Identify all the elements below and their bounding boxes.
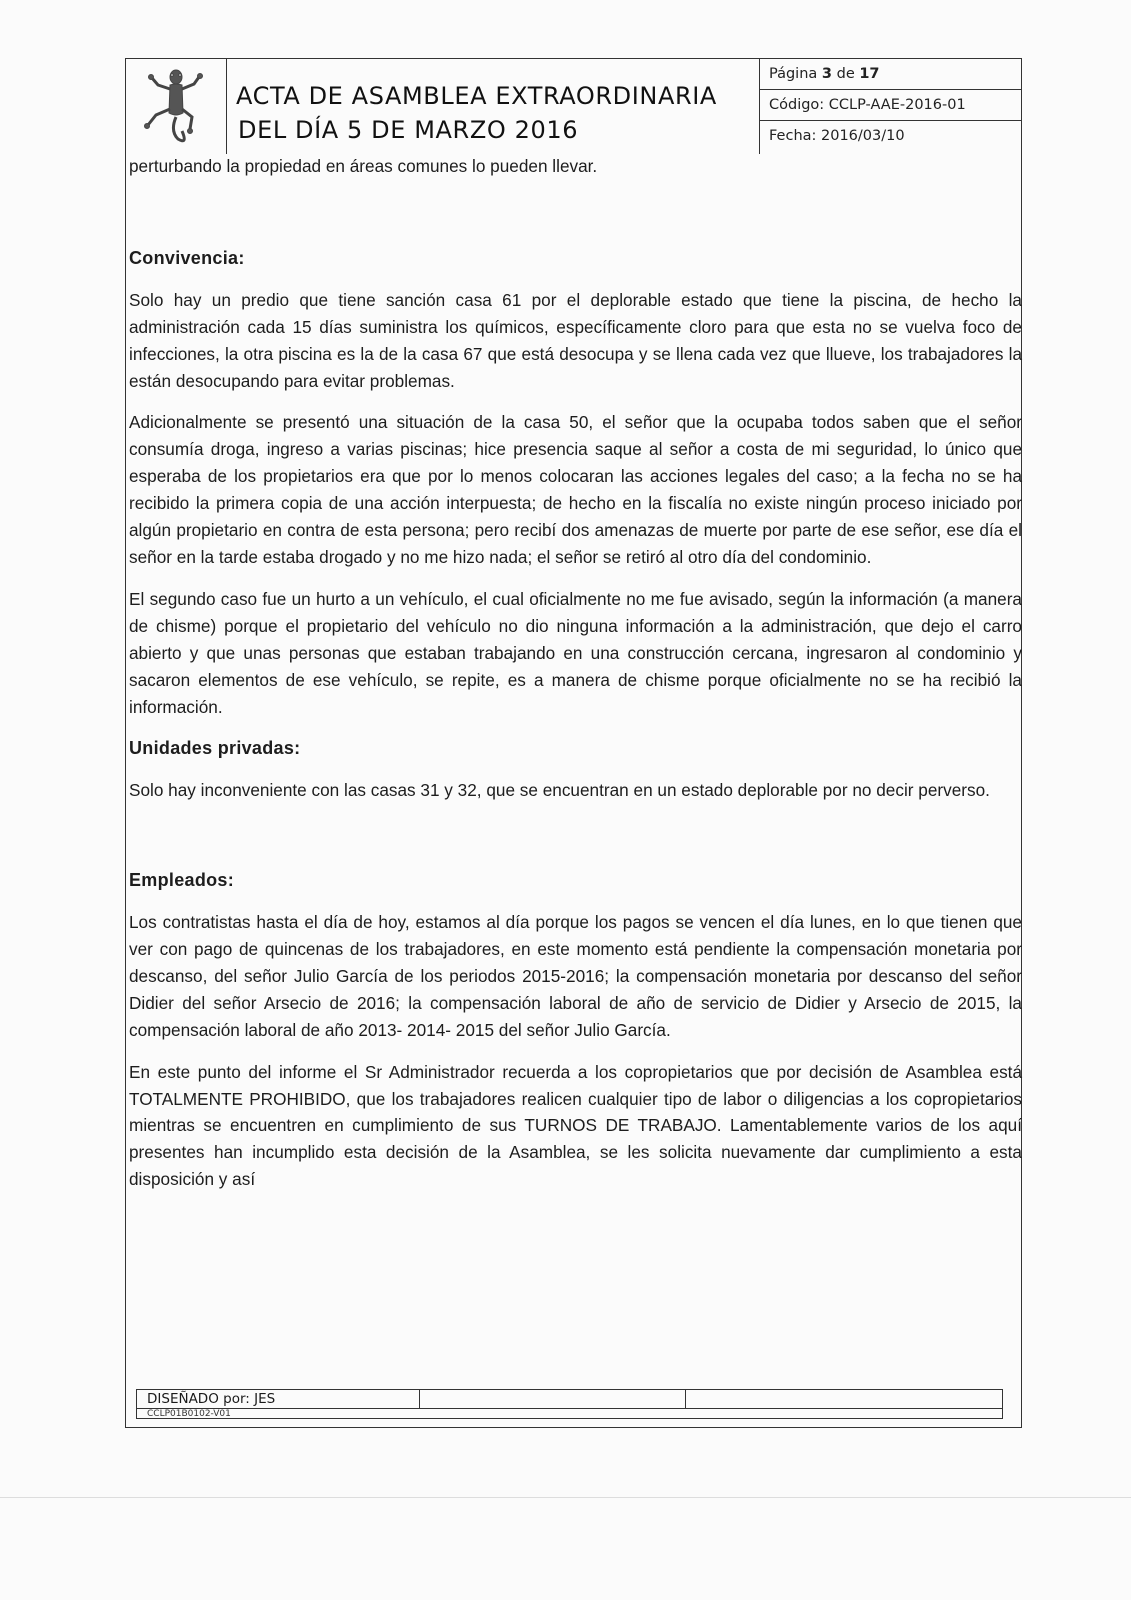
scan-artifact-line	[0, 1497, 1131, 1498]
document-code: Código: CCLP-AAE-2016-01	[760, 90, 1022, 121]
paragraph: El segundo caso fue un hurto a un vehículo, el cual oficialmente no me fue avisado, según la información (a manera de chisme) porque el propietario del vehículo no dio ninguna información a la administración, que dejo el carro abierto y que unas personas que estaban trabajando en una construcción cercana, ingresaron al condominio y sacaron elementos de ese vehículo, se repite, es a manera de chisme porque oficialmente no se ha recibió la información.	[129, 588, 1022, 717]
paragraph: En este punto del informe el Sr Administrador recuerda a los copropietarios que por decisión de Asamblea está TOTALMENTE PROHIBIDO, que los trabajadores realicen cualquier tipo de labor o diligencias a los copropietarios mientras se encuentren en cumplimiento de sus TURNOS DE TRABAJO. Lamentablemente varios de los aquí presentes han incumplido esta decisión de la Asamblea, se les solicita nuevamente dar cumplimiento a esta disposición y así	[129, 1061, 1022, 1190]
paragraph: Solo hay un predio que tiene sanción casa 61 por el deplorable estado que tiene la piscina, de hecho la administración cada 15 días suministra los químicos, específicamente cloro para que esta no se vuelva foco de infecciones, la otra piscina es la de la casa 67 que está desocupa y se llena cada vez que llueve, los trabajadores la están desocupando para evitar problemas.	[129, 289, 1022, 391]
document-date: Fecha: 2016/03/10	[769, 128, 905, 144]
paragraph: Solo hay inconveniente con las casas 31 y 32, que se encuentran en un estado deplorable por no decir perverso.	[129, 780, 990, 801]
section-heading-unidades-privadas: Unidades privadas:	[129, 738, 301, 759]
document-page	[125, 58, 1022, 1428]
page-total: 17	[859, 66, 880, 82]
page-indicator: Página 3 de 17	[760, 59, 1022, 90]
section-heading-empleados: Empleados:	[129, 870, 235, 891]
form-code: CCLP01B0102-V01	[147, 1409, 231, 1419]
designed-by: DISEÑADO por: JES	[137, 1390, 420, 1408]
document-meta	[759, 59, 1022, 154]
paragraph: Adicionalmente se presentó una situación de la casa 50, el señor que la ocupaba todos saben que el señor consumía droga, ingreso a varias piscinas; hice presencia saque al señor a costa de mi seguridad, lo único que esperaba de los propietarios era que por lo menos colocaran las acciones legales del caso; a la fecha no se ha recibido la primera copia de una acción interpuesta; de hecho en la fiscalía no existe ningún proceso iniciado por algún propietario en contra de esta persona; pero recibí dos amenazas de muerte por parte de ese señor, ese día el señor en la tarde estaba drogado y no me hizo nada; el señor se retiró al otro día del condominio.	[129, 412, 1022, 567]
document-body	[129, 153, 1022, 1208]
logo-cell	[126, 59, 227, 154]
continued-paragraph: perturbando la propiedad en áreas comunes lo pueden llevar.	[129, 156, 598, 176]
gecko-logo-icon	[136, 65, 216, 147]
paragraph: Los contratistas hasta el día de hoy, estamos al día porque los pagos se vencen el día lunes, en lo que tienen que ver con pago de quincenas de los trabajadores, en este momento está pendiente la compensación monetaria por descanso, del señor Julio García de los periodos 2015-2016; la compensación monetaria por descanso del señor Didier del señor Arsecio de 2016; la compensación laboral de año de servicio de Didier y Arsecio de 2015, la compensación laboral de año 2013- 2014- 2015 del señor Julio García.	[129, 912, 1022, 1040]
page-number: 3	[821, 66, 832, 82]
title-line-1: ACTA DE ASAMBLEA EXTRAORDINARIA	[236, 82, 717, 110]
document-title	[236, 79, 756, 147]
title-line-2: DEL DÍA 5 DE MARZO 2016	[238, 116, 579, 144]
section-heading-convivencia: Convivencia:	[129, 247, 245, 268]
document-header	[126, 59, 1021, 154]
document-footer	[136, 1389, 1003, 1419]
